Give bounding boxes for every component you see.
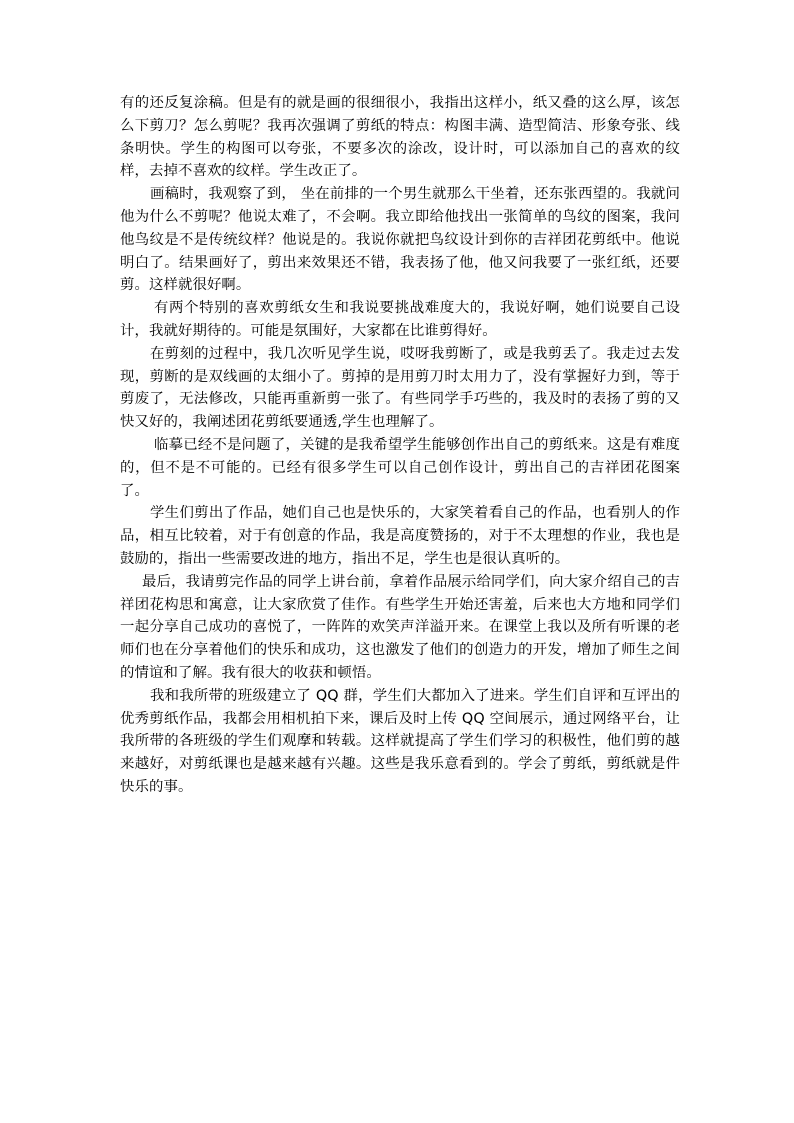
document-page bbox=[120, 92, 680, 799]
paragraph-6: 学生们剪出了作品，她们自己也是快乐的，大家笑着看自己的作品，也看别人的作品，相互比较着，对于有创意的作品，我是高度赞扬的，对于不太理想的作业，我也是鼓励的，指出一些需要改进的地方，指出不足，学生也是很认真听的。 bbox=[120, 505, 680, 567]
paragraph-1: 有的还反复涂稿。但是有的就是画的很细很小，我指出这样小，纸又叠的这么厚，该怎么下剪刀？怎么剪呢？我再次强调了剪纸的特点：构图丰满、造型简洁、形象夸张、线条明快。学生的构图可以夸张，不要多次的涂改，设计时，可以添加自己的喜欢的纹样，去掉不喜欢的纹样。学生改正了。 bbox=[120, 95, 680, 180]
paragraph-5: 临摹已经不是问题了，关键的是我希望学生能够创作出自己的剪纸来。这是有难度的，但不是不可能的。已经有很多学生可以自己创作设计，剪出自己的吉祥团花图案了。 bbox=[120, 436, 680, 499]
paragraph-2: 画稿时，我观察了到， 坐在前排的一个男生就那么干坐着，还东张西望的。我就问他为什么不剪呢？他说太难了，不会啊。我立即给他找出一张简单的鸟纹的图案，我问他鸟纹是不是传统纹样？他说是的。我说你就把鸟纹设计到你的吉祥团花剪纸中。他说明白了。结果画好了，剪出来效果还不错，我表扬了他，他又问我要了一张红纸，还要剪。这样就很好啊。 bbox=[120, 186, 680, 294]
paragraph-8: 我和我所带的班级建立了 QQ 群，学生们大都加入了进来。学生们自评和互评出的优秀剪纸作品，我都会用相机拍下来，课后及时上传 QQ 空间展示，通过网络平台，让我所带的各班级的学生们观摩和转载。这样就提高了学生们学习的积极性，他们剪的越来越好，对剪纸课也是越来越有兴趣。这些是我乐意看到的。学会了剪纸，剪纸就是件快乐的事。 bbox=[120, 687, 680, 795]
paragraph-3: 有两个特别的喜欢剪纸女生和我说要挑战难度大的，我说好啊，她们说要自己设计，我就好期待的。可能是氛围好，大家都在比谁剪得好。 bbox=[120, 300, 680, 339]
paragraph-4: 在剪刻的过程中，我几次听见学生说，哎呀我剪断了，或是我剪丢了。我走过去发现，剪断的是双线画的太细小了。剪掉的是用剪刀时太用力了，没有掌握好力到，等于剪废了，无法修改，只能再重新剪一张了。有些同学手巧些的，我及时的表扬了剪的又快又好的，我阐述团花剪纸要通透,学生也理解了。 bbox=[120, 345, 680, 431]
paragraph-7: 最后，我请剪完作品的同学上讲台前，拿着作品展示给同学们，向大家介绍自己的吉祥团花构思和寓意，让大家欣赏了佳作。有些学生开始还害羞，后来也大方地和同学们一起分享自己成功的喜悦了，一阵阵的欢笑声洋溢开来。在课堂上我以及所有听课的老师们也在分享着他们的快乐和成功，这也激发了他们的创造力的开发，增加了师生之间的情谊和了解。我有很大的收获和顿悟。 bbox=[120, 573, 680, 681]
